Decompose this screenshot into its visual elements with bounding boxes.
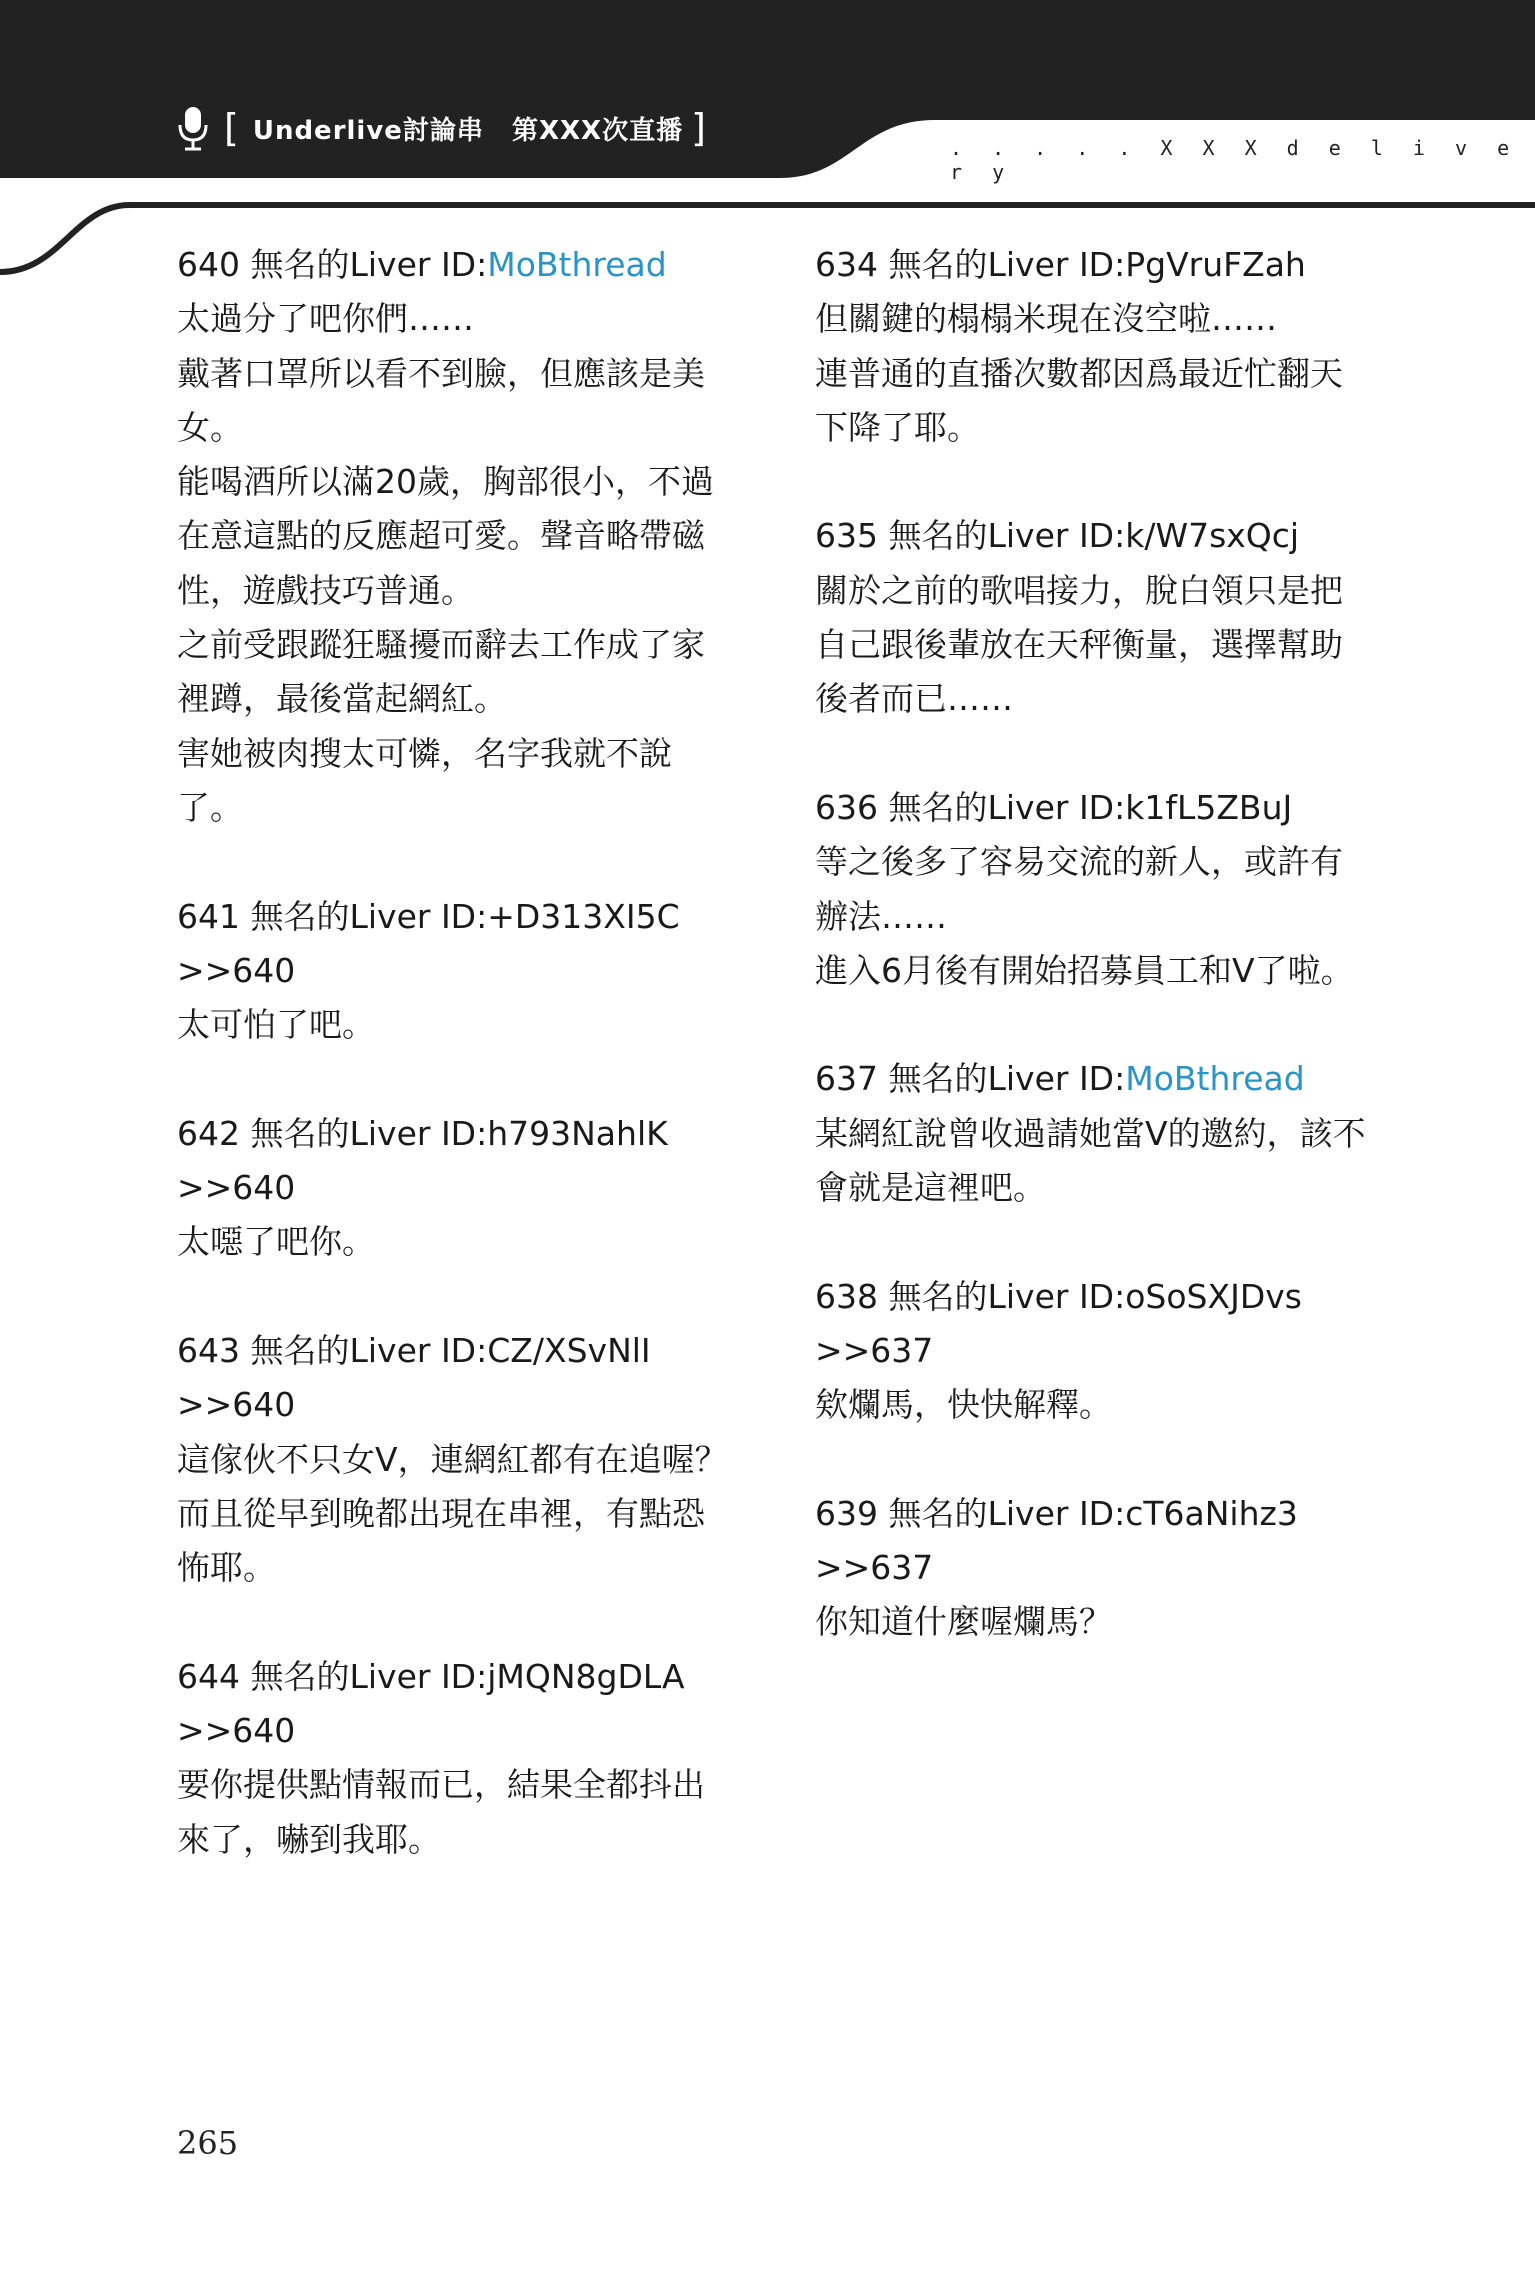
left-column [177, 238, 737, 1921]
poster-id: k1fL5ZBuJ [1125, 787, 1293, 827]
reply-anchor: >>640 [177, 1385, 296, 1425]
post-header [815, 1270, 1375, 1324]
post-text: 太過分了吧你們…… [177, 299, 474, 339]
post-header [177, 1107, 737, 1161]
post-text: 害她被肉搜太可憐，名字我就不說了。 [177, 733, 672, 827]
post-text: 等之後多了容易交流的新人，或許有辦法…… [815, 842, 1343, 936]
thread-post [177, 1650, 737, 1867]
thread-post [177, 238, 737, 835]
post-header [177, 890, 737, 944]
running-header [176, 104, 706, 152]
post-header [177, 238, 737, 292]
id-label: ID: [440, 1330, 488, 1370]
poster-name: 無名的Liver [250, 1656, 431, 1696]
page-number: 265 [177, 2124, 239, 2162]
thread-post [815, 1270, 1375, 1433]
post-text: 連普通的直播次數都因爲最近忙翻天下降了耶。 [815, 353, 1343, 447]
post-number: 642 [177, 1113, 240, 1153]
header-subtitle: 第XXX次直播 [511, 115, 684, 146]
delivery-label: . . . . . X X X d e l i v e r y [950, 136, 1519, 184]
id-label: ID: [1078, 1493, 1126, 1533]
right-column [815, 238, 1375, 1704]
poster-id: jMQN8gDLA [487, 1656, 685, 1696]
poster-name: 無名的Liver [888, 1059, 1069, 1099]
post-text: 這傢伙不只女V，連網紅都有在追喔？ [177, 1439, 728, 1479]
thread-post [815, 238, 1375, 455]
thread-post [177, 890, 737, 1053]
reply-anchor: >>640 [177, 950, 296, 990]
id-label: ID: [1078, 787, 1126, 827]
post-header [815, 781, 1375, 835]
post-text: 但關鍵的榻榻米現在沒空啦…… [815, 299, 1277, 339]
poster-id: PgVruFZah [1125, 245, 1306, 284]
thread-post [177, 1107, 737, 1270]
reply-anchor: >>640 [177, 1711, 296, 1751]
poster-id: CZ/XSvNlI [487, 1330, 651, 1370]
post-text: 戴著口罩所以看不到臉，但應該是美女。 [177, 353, 705, 447]
post-number: 635 [815, 516, 878, 556]
id-label: ID: [440, 896, 488, 936]
poster-name: 無名的Liver [888, 516, 1069, 556]
reply-anchor: >>640 [177, 1168, 296, 1208]
id-label: ID: [440, 245, 488, 284]
post-text: 而且從早到晚都出現在串裡，有點恐怖耶。 [177, 1493, 705, 1588]
reply-anchor: >>637 [815, 1548, 934, 1588]
poster-name: 無名的Liver [888, 1276, 1069, 1316]
id-label: ID: [440, 1656, 488, 1696]
poster-name: 無名的Liver [250, 245, 431, 284]
post-text: 要你提供點情報而已，結果全都抖出來了，嚇到我耶。 [177, 1765, 705, 1859]
post-text: 欸爛馬，快快解釋。 [815, 1385, 1112, 1425]
id-label: ID: [1078, 1059, 1126, 1099]
poster-id: cT6aNihz3 [1125, 1493, 1298, 1533]
post-header [177, 1650, 737, 1704]
post-text: 太可怕了吧。 [177, 1005, 375, 1045]
post-text: 進入6月後有開始招募員工和V了啦。 [815, 950, 1354, 990]
post-number: 636 [815, 787, 878, 827]
post-number: 641 [177, 896, 240, 936]
id-label: ID: [1078, 516, 1126, 556]
poster-id: MoBthread [1125, 1059, 1305, 1099]
poster-id: h793NahlK [487, 1113, 668, 1153]
id-label: ID: [1078, 245, 1126, 284]
post-text: 能喝酒所以滿20歲，胸部很小，不過在意這點的反應超可愛。聲音略帶磁性，遊戲技巧普通。 [177, 462, 714, 610]
post-header [815, 1487, 1375, 1541]
post-text: 你知道什麼喔爛馬？ [815, 1602, 1112, 1642]
poster-name: 無名的Liver [250, 1330, 431, 1370]
reply-anchor: >>637 [815, 1330, 934, 1370]
post-number: 644 [177, 1656, 240, 1696]
id-label: ID: [1078, 1276, 1126, 1316]
post-number: 634 [815, 245, 878, 284]
post-number: 639 [815, 1493, 878, 1533]
post-number: 638 [815, 1276, 878, 1316]
post-text: 關於之前的歌唱接力，脫白領只是把自己跟後輩放在天秤衡量，選擇幫助後者而已…… [815, 570, 1343, 719]
id-label: ID: [440, 1113, 488, 1153]
poster-id: MoBthread [487, 245, 667, 284]
thread-post [815, 781, 1375, 998]
post-text: 某網紅說曾收過請她當V的邀約，該不會就是這裡吧。 [815, 1113, 1366, 1208]
post-text: 之前受跟蹤狂騷擾而辭去工作成了家裡蹲，最後當起網紅。 [177, 625, 705, 719]
poster-name: 無名的Liver [250, 1113, 431, 1153]
poster-id: k/W7sxQcj [1125, 516, 1300, 556]
post-header [815, 509, 1375, 563]
thread-post [815, 1487, 1375, 1650]
poster-name: 無名的Liver [888, 1493, 1069, 1533]
post-number: 637 [815, 1059, 878, 1099]
poster-id: oSoSXJDvs [1125, 1276, 1302, 1316]
poster-name: 無名的Liver [888, 245, 1069, 284]
post-number: 643 [177, 1330, 240, 1370]
thread-post [815, 509, 1375, 726]
left-bracket: [ [224, 106, 239, 150]
post-header [177, 1324, 737, 1378]
poster-name: 無名的Liver [250, 896, 431, 936]
thread-post [177, 1324, 737, 1595]
post-number: 640 [177, 245, 240, 284]
poster-id: +D313XI5C [487, 896, 680, 936]
right-bracket: ] [691, 106, 706, 150]
microphone-icon [176, 105, 210, 151]
poster-name: 無名的Liver [888, 787, 1069, 827]
thread-post [815, 1052, 1375, 1215]
post-header [815, 238, 1375, 292]
header-title: Underlive討論串 [252, 115, 484, 146]
post-text: 太噁了吧你。 [177, 1222, 375, 1262]
post-header [815, 1052, 1375, 1106]
